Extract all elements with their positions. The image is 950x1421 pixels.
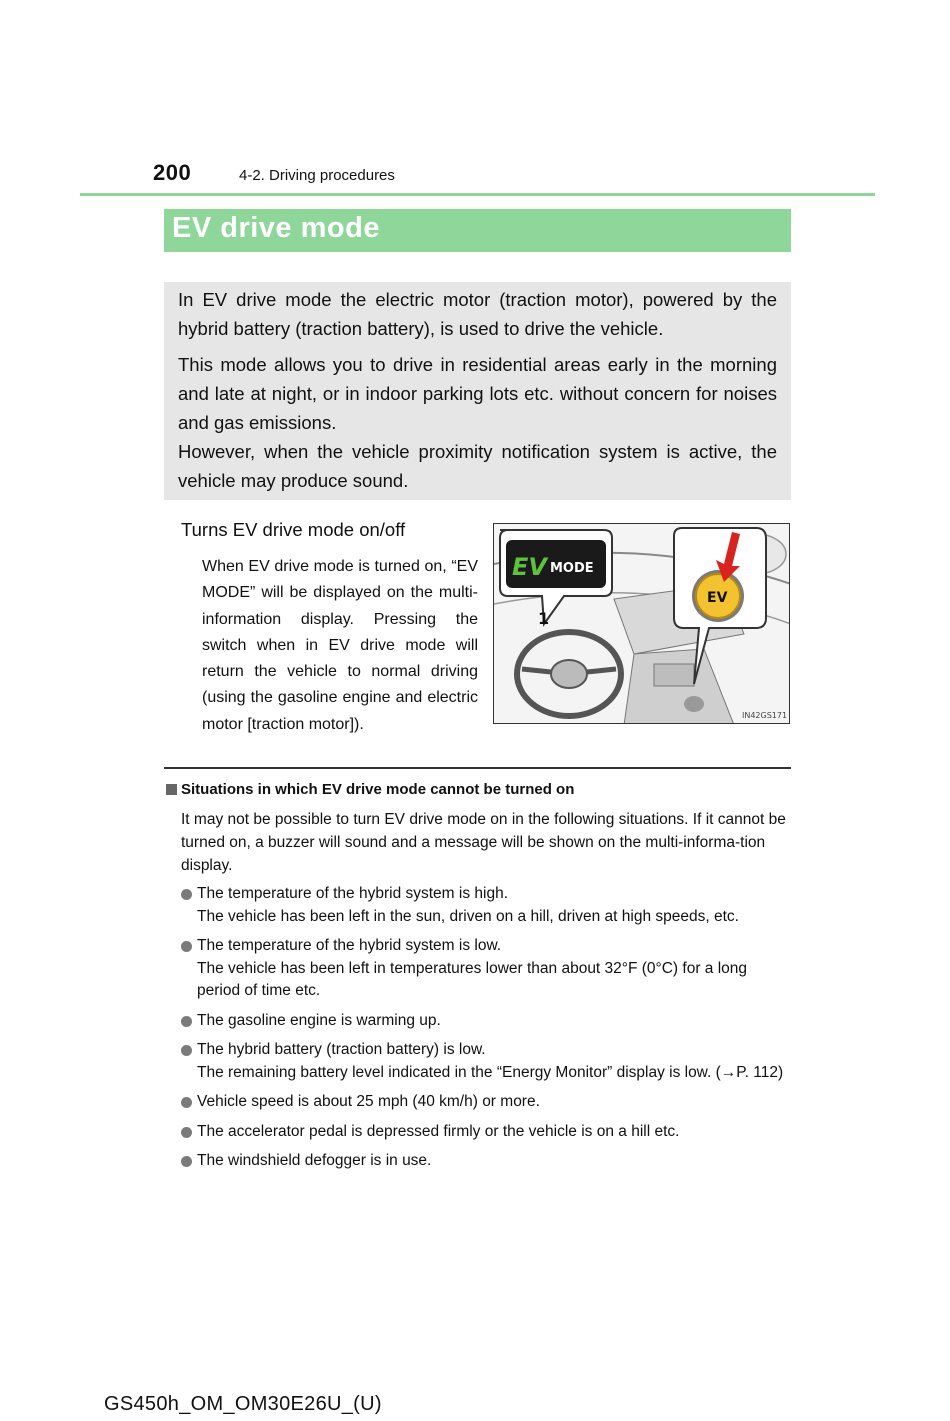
bullet-icon (181, 941, 192, 952)
list-item: The windshield defogger is in use. (181, 1150, 793, 1173)
dashboard-drawing (494, 524, 790, 724)
list-item: The accelerator pedal is depressed firmly or the vehicle is on a hill etc. (181, 1121, 793, 1144)
page-title: EV drive mode (172, 212, 380, 244)
list-item: The hybrid battery (traction battery) is low. The remaining battery level indicated in the “Energy Monitor” display is low. (→P. 112) (181, 1039, 793, 1084)
list-item: Vehicle speed is about 25 mph (40 km/h) or more. (181, 1091, 793, 1114)
figure-code: IN42GS171 (742, 711, 788, 720)
section-divider (164, 767, 791, 769)
section-label: 4-2. Driving procedures (239, 167, 395, 184)
callout-number: 1 (538, 609, 550, 628)
bullet-icon (181, 1016, 192, 1027)
situations-heading (166, 781, 574, 798)
page-number: 200 (153, 160, 192, 185)
intro-paragraph-2 (178, 350, 777, 495)
bullet-icon (181, 1156, 192, 1167)
header-rule (80, 193, 875, 196)
situations-list (181, 883, 793, 1180)
intro-paragraph-1: In EV drive mode the electric motor (traction motor), powered by the hybrid battery (traction battery), is used to drive the vehicle. (178, 289, 777, 339)
list-item: The temperature of the hybrid system is high. The vehicle has been left in the sun, driven on a hill, driven at high speeds, etc. (181, 883, 793, 928)
switch-ev-text: EV (707, 590, 728, 606)
bullet-icon (181, 1127, 192, 1138)
situations-heading-text: Situations in which EV drive mode cannot be turned on (181, 781, 575, 798)
switch-label: Turns EV drive mode on/off (181, 519, 406, 540)
display-ev-text: EV (512, 553, 547, 581)
bullet-icon (181, 889, 192, 900)
intro-paragraph-2-line-1: This mode allows you to drive in residential areas early in the morning and late at night, or in indoor parking lots etc. without concern for noises and gas emissions. (178, 354, 777, 433)
list-item: The gasoline engine is warming up. (181, 1010, 793, 1033)
intro-box (164, 282, 791, 500)
switch-description: When EV drive mode is turned on, “EV MODE” will be displayed on the multi-information display. Pressing the switch when in EV drive mode will return the vehicle to normal driving (using the gasoline engine and electric motor [traction motor]). (202, 558, 478, 733)
ev-switch-illustration (493, 523, 790, 724)
bullet-icon (181, 1097, 192, 1108)
title-bar (164, 209, 791, 252)
situations-intro: It may not be possible to turn EV drive mode on in the following situations. If it cannot be turned on, a buzzer will sound and a message will be shown on the multi-informa-tion display. (181, 811, 786, 874)
display-mode-text: MODE (550, 561, 594, 576)
bullet-icon (181, 1045, 192, 1056)
intro-paragraph-2-line-2: However, when the vehicle proximity notification system is active, the vehicle may produce sound. (178, 441, 777, 491)
square-bullet-icon (166, 784, 177, 795)
document-footer: GS450h_OM_OM30E26U_(U) (104, 1393, 382, 1415)
list-item: The temperature of the hybrid system is low. The vehicle has been left in temperatures lower than about 32°F (0°C) for a long period of time etc. (181, 935, 793, 1003)
